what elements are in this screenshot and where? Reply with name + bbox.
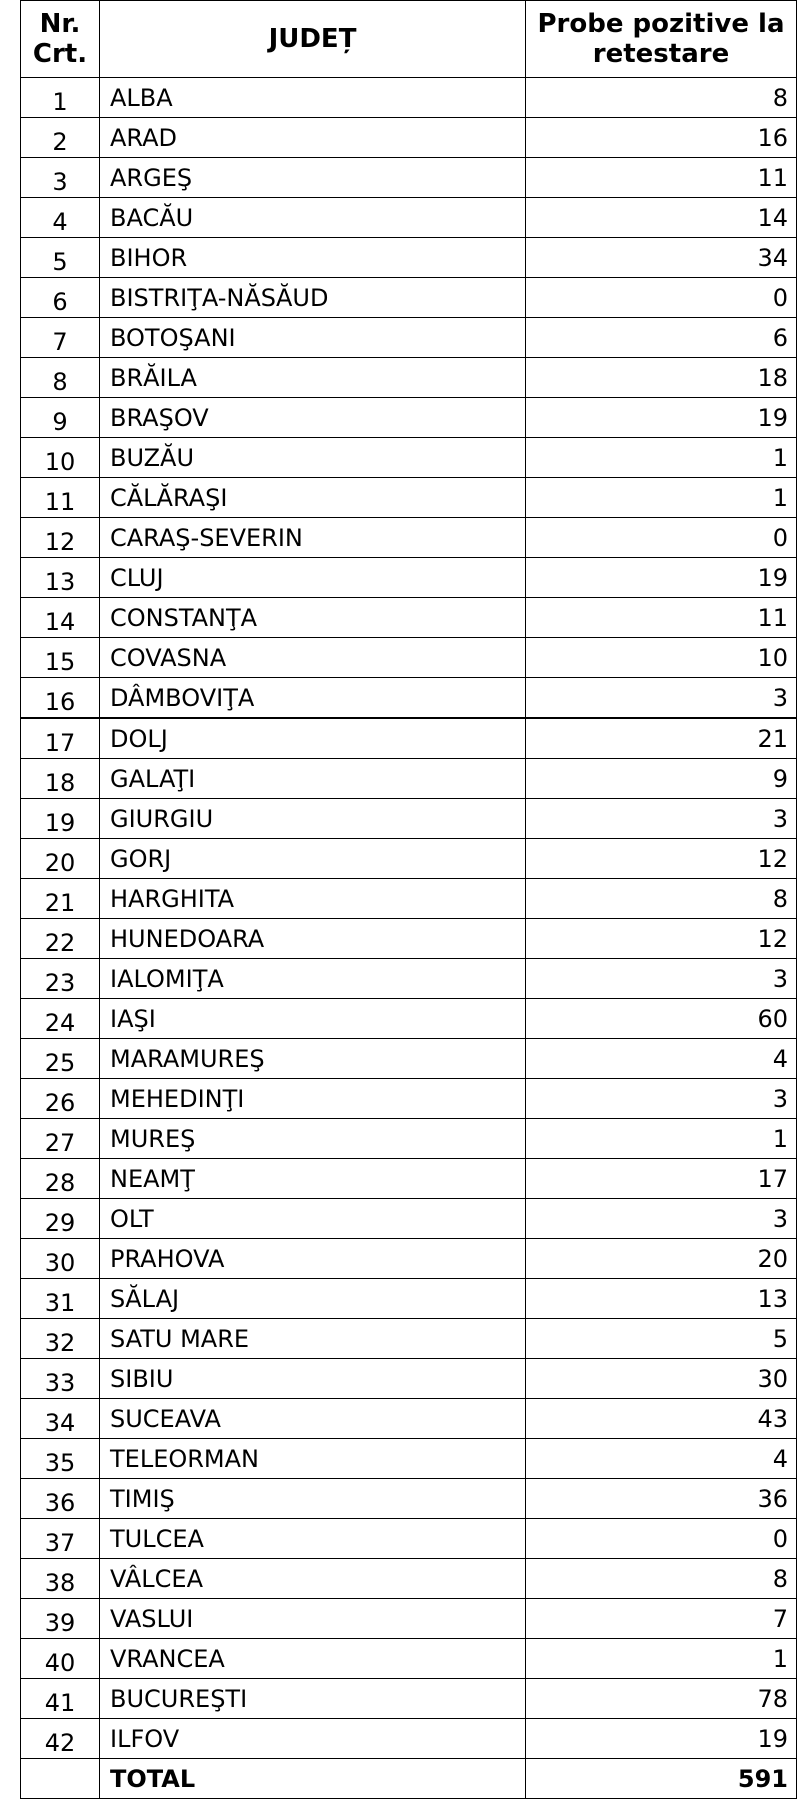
- probe-value-cell: 3: [526, 1079, 797, 1119]
- row-number-cell: 42: [21, 1719, 100, 1759]
- probe-value-cell: 16: [526, 118, 797, 158]
- table-row: [21, 478, 797, 518]
- judet-name-cell: ALBA: [100, 78, 526, 118]
- table-row: [21, 1119, 797, 1159]
- table-row: [21, 1679, 797, 1719]
- row-number-cell: 2: [21, 118, 100, 158]
- table-row: [21, 1079, 797, 1119]
- table-row: [21, 1159, 797, 1199]
- judet-name-cell: BRĂILA: [100, 358, 526, 398]
- header-probe-line1: Probe pozitive la: [537, 9, 785, 39]
- probe-value-cell: 21: [526, 719, 797, 759]
- row-number-cell: 29: [21, 1199, 100, 1239]
- probe-value-cell: 34: [526, 238, 797, 278]
- row-number-cell: 25: [21, 1039, 100, 1079]
- table-row: [21, 799, 797, 839]
- table-row: [21, 1039, 797, 1079]
- table-row: [21, 1199, 797, 1239]
- row-number-cell: 36: [21, 1479, 100, 1519]
- probe-value-cell: 19: [526, 1719, 797, 1759]
- table-row: [21, 78, 797, 118]
- row-number-cell: 32: [21, 1319, 100, 1359]
- probe-value-cell: 3: [526, 678, 797, 718]
- table-row: [21, 1319, 797, 1359]
- probe-value-cell: 6: [526, 318, 797, 358]
- probe-value-cell: 5: [526, 1319, 797, 1359]
- table-row: [21, 999, 797, 1039]
- judet-name-cell: COVASNA: [100, 638, 526, 678]
- table-row: [21, 518, 797, 558]
- probe-value-cell: 12: [526, 839, 797, 879]
- table-row: [21, 1439, 797, 1479]
- table-row: [21, 919, 797, 959]
- table-row: [21, 558, 797, 598]
- total-nr-cell: [21, 1759, 100, 1799]
- judet-name-cell: OLT: [100, 1199, 526, 1239]
- judet-name-cell: HUNEDOARA: [100, 919, 526, 959]
- probe-value-cell: 17: [526, 1159, 797, 1199]
- table-row: [21, 638, 797, 678]
- row-number-cell: 17: [21, 719, 100, 759]
- row-number-cell: 27: [21, 1119, 100, 1159]
- table-row: [21, 759, 797, 799]
- row-number-cell: 8: [21, 358, 100, 398]
- judet-name-cell: BUCUREŞTI: [100, 1679, 526, 1719]
- judet-name-cell: BISTRIŢA-NĂSĂUD: [100, 278, 526, 318]
- row-number-cell: 40: [21, 1639, 100, 1679]
- row-number-cell: 41: [21, 1679, 100, 1719]
- row-number-cell: 35: [21, 1439, 100, 1479]
- row-number-cell: 1: [21, 78, 100, 118]
- table-row: [21, 959, 797, 999]
- row-number-cell: 5: [21, 238, 100, 278]
- total-row: [21, 1759, 797, 1799]
- header-judet-label: JUDEȚ: [268, 24, 357, 54]
- judet-name-cell: SIBIU: [100, 1359, 526, 1399]
- table-row: [21, 1559, 797, 1599]
- row-number-cell: 12: [21, 518, 100, 558]
- judet-name-cell: NEAMŢ: [100, 1159, 526, 1199]
- probe-value-cell: 19: [526, 558, 797, 598]
- probe-value-cell: 0: [526, 278, 797, 318]
- table-row: [21, 118, 797, 158]
- judet-name-cell: CĂLĂRAŞI: [100, 478, 526, 518]
- row-number-cell: 30: [21, 1239, 100, 1279]
- table-row: [21, 278, 797, 318]
- probe-value-cell: 7: [526, 1599, 797, 1639]
- table-body-part1: [21, 78, 797, 718]
- probe-value-cell: 8: [526, 1559, 797, 1599]
- judet-name-cell: MEHEDINŢI: [100, 1079, 526, 1119]
- probe-value-cell: 20: [526, 1239, 797, 1279]
- row-number-cell: 37: [21, 1519, 100, 1559]
- judet-name-cell: MUREŞ: [100, 1119, 526, 1159]
- row-number-cell: 6: [21, 278, 100, 318]
- judet-name-cell: TELEORMAN: [100, 1439, 526, 1479]
- probe-value-cell: 36: [526, 1479, 797, 1519]
- probe-value-cell: 1: [526, 1639, 797, 1679]
- judet-name-cell: MARAMUREŞ: [100, 1039, 526, 1079]
- row-number-cell: 26: [21, 1079, 100, 1119]
- header-judet: [100, 1, 526, 78]
- judet-name-cell: VRANCEA: [100, 1639, 526, 1679]
- row-number-cell: 33: [21, 1359, 100, 1399]
- results-table-part1: [20, 0, 797, 718]
- judet-name-cell: BACĂU: [100, 198, 526, 238]
- judet-name-cell: BIHOR: [100, 238, 526, 278]
- header-nr-line1: Nr.: [39, 9, 81, 39]
- row-number-cell: 15: [21, 638, 100, 678]
- probe-value-cell: 19: [526, 398, 797, 438]
- row-number-cell: 9: [21, 398, 100, 438]
- row-number-cell: 34: [21, 1399, 100, 1439]
- row-number-cell: 10: [21, 438, 100, 478]
- judet-name-cell: SĂLAJ: [100, 1279, 526, 1319]
- probe-value-cell: 0: [526, 518, 797, 558]
- probe-value-cell: 1: [526, 1119, 797, 1159]
- table-row: [21, 238, 797, 278]
- header-probe-line2: retestare: [592, 39, 730, 69]
- judet-name-cell: DOLJ: [100, 719, 526, 759]
- judet-name-cell: IALOMIŢA: [100, 959, 526, 999]
- row-number-cell: 3: [21, 158, 100, 198]
- probe-value-cell: 3: [526, 959, 797, 999]
- probe-value-cell: 4: [526, 1039, 797, 1079]
- header-nr-crt: [21, 1, 100, 78]
- probe-value-cell: 1: [526, 478, 797, 518]
- row-number-cell: 14: [21, 598, 100, 638]
- judet-name-cell: GIURGIU: [100, 799, 526, 839]
- row-number-cell: 20: [21, 839, 100, 879]
- judet-name-cell: PRAHOVA: [100, 1239, 526, 1279]
- judet-name-cell: VASLUI: [100, 1599, 526, 1639]
- row-number-cell: 39: [21, 1599, 100, 1639]
- header-probe-pozitive: [526, 1, 797, 78]
- row-number-cell: 23: [21, 959, 100, 999]
- table-row: [21, 158, 797, 198]
- probe-value-cell: 14: [526, 198, 797, 238]
- row-number-cell: 16: [21, 678, 100, 718]
- probe-value-cell: 9: [526, 759, 797, 799]
- table-row: [21, 438, 797, 478]
- table-row: [21, 598, 797, 638]
- judet-name-cell: TULCEA: [100, 1519, 526, 1559]
- judet-name-cell: TIMIŞ: [100, 1479, 526, 1519]
- probe-value-cell: 11: [526, 598, 797, 638]
- probe-value-cell: 60: [526, 999, 797, 1039]
- probe-value-cell: 30: [526, 1359, 797, 1399]
- probe-value-cell: 10: [526, 638, 797, 678]
- probe-value-cell: 0: [526, 1519, 797, 1559]
- table-row: [21, 839, 797, 879]
- table-row: [21, 678, 797, 718]
- judet-name-cell: HARGHITA: [100, 879, 526, 919]
- table-header-row: [21, 1, 797, 78]
- judet-name-cell: SUCEAVA: [100, 1399, 526, 1439]
- row-number-cell: 24: [21, 999, 100, 1039]
- table-body-part2: [21, 719, 797, 1759]
- judet-name-cell: BUZĂU: [100, 438, 526, 478]
- results-table-part2: [20, 718, 797, 1799]
- table-row: [21, 1239, 797, 1279]
- judet-name-cell: GORJ: [100, 839, 526, 879]
- table-row: [21, 1479, 797, 1519]
- table-row: [21, 1359, 797, 1399]
- judet-name-cell: SATU MARE: [100, 1319, 526, 1359]
- table-row: [21, 318, 797, 358]
- judet-name-cell: BOTOŞANI: [100, 318, 526, 358]
- judet-name-cell: ARAD: [100, 118, 526, 158]
- probe-value-cell: 8: [526, 78, 797, 118]
- judet-name-cell: CLUJ: [100, 558, 526, 598]
- row-number-cell: 31: [21, 1279, 100, 1319]
- row-number-cell: 21: [21, 879, 100, 919]
- probe-value-cell: 3: [526, 799, 797, 839]
- probe-value-cell: 43: [526, 1399, 797, 1439]
- probe-value-cell: 12: [526, 919, 797, 959]
- table-row: [21, 198, 797, 238]
- table-row: [21, 1399, 797, 1439]
- probe-value-cell: 11: [526, 158, 797, 198]
- row-number-cell: 19: [21, 799, 100, 839]
- judet-name-cell: CONSTANŢA: [100, 598, 526, 638]
- judet-name-cell: DÂMBOVIŢA: [100, 678, 526, 718]
- table-row: [21, 398, 797, 438]
- total-value: 591: [526, 1759, 797, 1799]
- probe-value-cell: 1: [526, 438, 797, 478]
- probe-value-cell: 13: [526, 1279, 797, 1319]
- row-number-cell: 4: [21, 198, 100, 238]
- judet-name-cell: ILFOV: [100, 1719, 526, 1759]
- row-number-cell: 18: [21, 759, 100, 799]
- row-number-cell: 28: [21, 1159, 100, 1199]
- table-row: [21, 879, 797, 919]
- judet-name-cell: GALAŢI: [100, 759, 526, 799]
- row-number-cell: 11: [21, 478, 100, 518]
- judet-name-cell: BRAŞOV: [100, 398, 526, 438]
- row-number-cell: 13: [21, 558, 100, 598]
- table-row: [21, 1639, 797, 1679]
- table-row: [21, 719, 797, 759]
- table-row: [21, 358, 797, 398]
- judet-name-cell: VÂLCEA: [100, 1559, 526, 1599]
- table-row: [21, 1599, 797, 1639]
- total-label: TOTAL: [100, 1759, 526, 1799]
- table-row: [21, 1719, 797, 1759]
- table-row: [21, 1279, 797, 1319]
- row-number-cell: 22: [21, 919, 100, 959]
- row-number-cell: 7: [21, 318, 100, 358]
- probe-value-cell: 4: [526, 1439, 797, 1479]
- table-row: [21, 1519, 797, 1559]
- judet-name-cell: CARAŞ-SEVERIN: [100, 518, 526, 558]
- header-nr-line2: Crt.: [32, 39, 88, 69]
- probe-value-cell: 78: [526, 1679, 797, 1719]
- judet-name-cell: IAŞI: [100, 999, 526, 1039]
- probe-value-cell: 18: [526, 358, 797, 398]
- probe-value-cell: 8: [526, 879, 797, 919]
- probe-value-cell: 3: [526, 1199, 797, 1239]
- row-number-cell: 38: [21, 1559, 100, 1599]
- judet-name-cell: ARGEŞ: [100, 158, 526, 198]
